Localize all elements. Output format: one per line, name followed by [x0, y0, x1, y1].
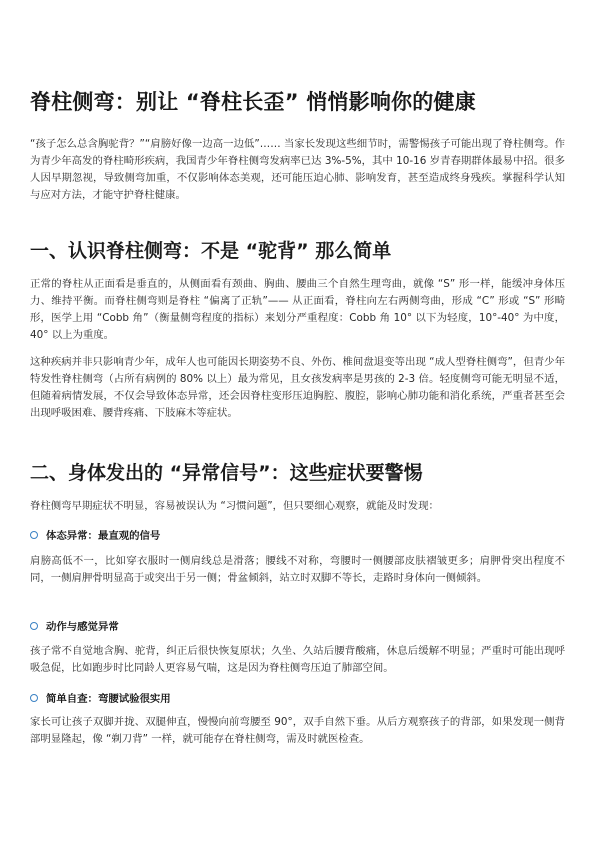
subsection-paragraph-1: 肩膀高低不一，比如穿衣服时一侧肩线总是滑落；腰线不对称，弯腰时一侧腰部皮肤褶皱更多；肩胛骨突出程度不同，一侧肩胛骨明显高于或突出于另一侧；骨盆倾斜，站立时双脚不等长，走路时身体向一侧倾斜。 — [30, 555, 565, 584]
circle-bullet-icon — [30, 694, 38, 702]
subsection-title-3: 简单自查：弯腰试验很实用 — [46, 693, 171, 705]
section-2-intro: 脊柱侧弯早期症状不明显，容易被误认为 “习惯问题”，但只要细心观察，就能及时发现： — [30, 500, 439, 512]
subsection-paragraph-3: 家长可让孩子双脚并拢、双腿伸直，慢慢向前弯腰至 90°，双手自然下垂。从后方观察孩子的背部，如果发现一侧背部明显隆起，像 “剃刀背” 一样，就可能存在脊柱侧弯，需及时就医检查。 — [30, 716, 565, 745]
section-1-paragraph-2: 这种疾病并非只影响青少年，成年人也可能因长期姿势不良、外伤、椎间盘退变等出现 “成人型脊柱侧弯”，但青少年特发性脊柱侧弯（占所有病例的 80% 以上）最为常见，且女孩发病率是男孩的 2-3 倍。轻度侧弯可能无明显不适，但随着病情发展，不仅会导致体态异常，还会因脊柱变形压迫胸腔、腹腔，影响心肺功能和消化系统，严重者甚至会出现呼吸困难、腰背疼痛、下肢麻木等症状。 — [30, 356, 565, 419]
circle-bullet-icon — [30, 531, 38, 539]
section-1-heading: 一、认识脊柱侧弯：不是 “驼背” 那么简单 — [30, 240, 392, 262]
subsection-heading-2 — [30, 618, 119, 633]
circle-bullet-icon — [30, 622, 38, 630]
section-2-heading: 二、身体发出的 “异常信号”：这些症状要警惕 — [30, 462, 423, 484]
subsection-heading-1 — [30, 527, 160, 542]
intro-paragraph: “孩子怎么总含胸驼背？”“肩膀好像一边高一边低”…… 当家长发现这些细节时，需警惕孩子可能出现了脊柱侧弯。作为青少年高发的脊柱畸形疾病，我国青少年脊柱侧弯发病率已达 3%-5%，其中 10-16 岁青春期群体最易中招。很多人因早期忽视，导致侧弯加重，不仅影响体态美观，还可能压迫心肺、影响发育，甚至造成终身残疾。掌握科学认知与应对方法，才能守护脊柱健康。 — [30, 138, 565, 201]
subsection-title-1: 体态异常：最直观的信号 — [46, 530, 161, 542]
page-title: 脊柱侧弯：别让 “脊柱长歪” 悄悄影响你的健康 — [30, 90, 476, 114]
subsection-paragraph-2: 孩子常不自觉地含胸、驼背，纠正后很快恢复原状；久坐、久站后腰背酸痛，休息后缓解不明显；严重时可能出现呼吸急促，比如跑步时比同龄人更容易气喘，这是因为脊柱侧弯压迫了肺部空间。 — [30, 645, 565, 674]
subsection-title-2: 动作与感觉异常 — [46, 621, 119, 633]
subsection-heading-3 — [30, 690, 171, 705]
section-1-paragraph-1: 正常的脊柱从正面看是垂直的，从侧面看有颈曲、胸曲、腰曲三个自然生理弯曲，就像 “S” 形一样，能缓冲身体压力、维持平衡。而脊柱侧弯则是脊柱 “偏离了正轨”—— 从正面看，脊柱向左右两侧弯曲，形成 “C” 形或 “S” 形畸形，医学上用 “Cobb 角”（衡量侧弯程度的指标）来划分严重程度：Cobb 角 10° 以下为轻度，10°-40° 为中度，40° 以上为重度。 — [30, 278, 565, 341]
